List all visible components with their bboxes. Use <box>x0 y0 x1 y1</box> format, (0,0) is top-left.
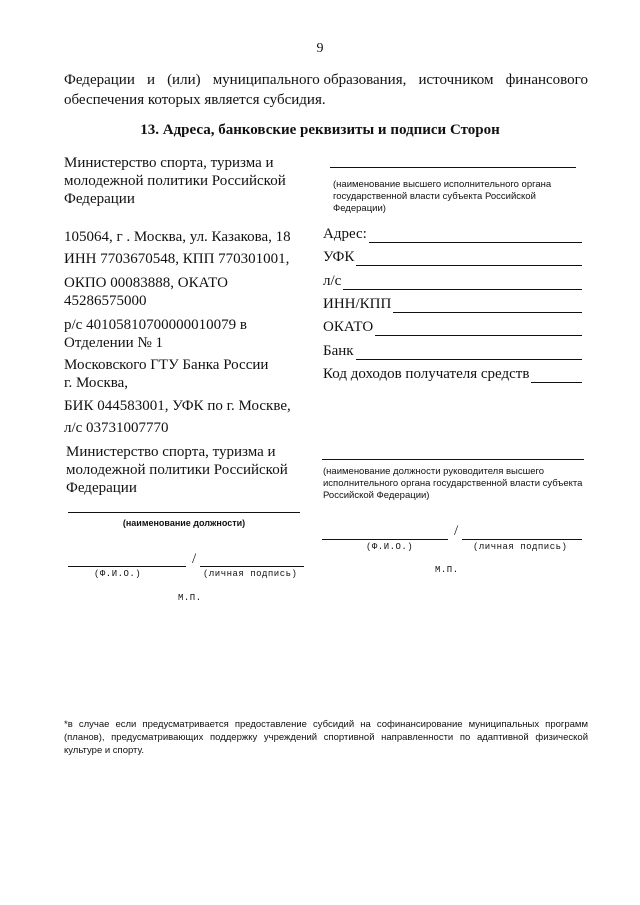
right-fio-line <box>322 539 448 540</box>
intro-line-2: обеспечения которых является субсидия. <box>64 92 326 108</box>
caption-line: (наименование высшего исполнительного органа <box>333 179 552 190</box>
left-bik: БИК 044583001, УФК по г. Москве, <box>64 398 291 414</box>
sign-org-line: Министерство спорта, туризма и <box>66 444 276 460</box>
right-field-inn-kpp <box>323 296 582 313</box>
right-field-income-code <box>323 366 582 383</box>
account-branch-line: Отделении № 1 <box>64 335 164 351</box>
field-label: УФК <box>323 249 355 265</box>
field-blank <box>375 321 582 336</box>
right-field-ufk <box>323 249 582 266</box>
left-bank <box>64 356 268 392</box>
page-number: 9 <box>316 41 324 56</box>
intro-word: муниципального образования, <box>212 72 407 88</box>
intro-paragraph <box>64 70 588 110</box>
account-line: р/с 40105810700000010079 в <box>64 317 247 333</box>
left-signature-line <box>200 566 304 567</box>
field-blank <box>356 251 582 266</box>
right-field-address <box>323 226 582 243</box>
field-label: ИНН/КПП <box>323 296 392 312</box>
intro-word: (или) <box>167 72 201 88</box>
left-stamp: М.П. <box>178 593 202 603</box>
right-head-caption <box>323 466 582 502</box>
section-heading: 13. Адреса, банковские реквизиты и подписи Сторон <box>140 122 500 138</box>
left-position-line <box>68 512 300 513</box>
caption-line: Федерации) <box>333 203 386 214</box>
right-slash: / <box>454 523 459 539</box>
left-inn-kpp: ИНН 7703670548, КПП 770301001, <box>64 251 290 267</box>
field-blank <box>356 345 582 360</box>
field-label: л/с <box>323 273 342 289</box>
caption-line: государственной власти субъекта Российской <box>333 191 536 202</box>
left-account <box>64 316 247 352</box>
left-fio-caption: (Ф.И.О.) <box>94 569 142 579</box>
left-org-name <box>64 154 286 208</box>
right-head-line <box>322 459 584 460</box>
field-blank <box>369 228 582 243</box>
intro-word: источником <box>418 72 494 88</box>
right-field-bank <box>323 343 582 360</box>
field-label: Адрес: <box>323 226 367 242</box>
okato-line: 45286575000 <box>64 293 147 309</box>
left-address: 105064, г . Москва, ул. Казакова, 18 <box>64 229 291 245</box>
org-name-line: Министерство спорта, туризма и <box>64 155 274 171</box>
caption-line: исполнительного органа государственной власти субъекта <box>323 478 583 489</box>
left-ls: л/с 03731007770 <box>64 420 169 436</box>
field-blank <box>531 368 582 383</box>
field-label: ОКАТО <box>323 319 374 335</box>
left-position-caption: (наименование должности) <box>122 518 246 528</box>
org-name-line: молодежной политики Российской <box>64 173 286 189</box>
field-label: Код доходов получателя средств <box>323 366 530 382</box>
left-fio-line <box>68 566 186 567</box>
org-name-line: Федерации <box>64 191 135 207</box>
bank-city-line: г. Москва, <box>64 375 129 391</box>
right-signature-line <box>462 539 582 540</box>
field-blank <box>393 298 582 313</box>
left-sign-org <box>66 443 288 497</box>
left-okpo-okato <box>64 274 228 310</box>
right-fio-caption: (Ф.И.О.) <box>366 542 414 552</box>
right-field-okato <box>323 319 582 336</box>
intro-word: Федерации <box>64 72 135 88</box>
intro-word: и <box>146 72 155 88</box>
left-slash: / <box>192 551 197 567</box>
caption-line: (наименование должности руководителя высшего <box>323 466 545 477</box>
right-field-ls <box>323 273 582 290</box>
caption-line: Российской Федерации) <box>323 490 430 501</box>
intro-line-1 <box>64 70 588 90</box>
sign-org-line: Федерации <box>66 480 137 496</box>
sign-org-line: молодежной политики Российской <box>66 462 288 478</box>
footnote: *в случае если предусматривается предоставление субсидий на софинансирование муниципальных программ (планов), предусматривающих поддержку учреждений спортивной направленности по адаптивной физической культуре и спорту. <box>64 719 588 756</box>
right-org-line <box>330 167 576 168</box>
bank-line: Московского ГТУ Банка России <box>64 357 269 373</box>
left-signature-caption: (личная подпись) <box>203 569 298 579</box>
field-blank <box>343 275 582 290</box>
right-stamp: М.П. <box>435 565 459 575</box>
intro-word: финансового <box>505 72 588 88</box>
okpo-line: ОКПО 00083888, ОКАТО <box>64 275 228 291</box>
right-org-caption <box>333 179 551 215</box>
field-label: Банк <box>323 343 354 359</box>
right-signature-caption: (личная подпись) <box>473 542 568 552</box>
